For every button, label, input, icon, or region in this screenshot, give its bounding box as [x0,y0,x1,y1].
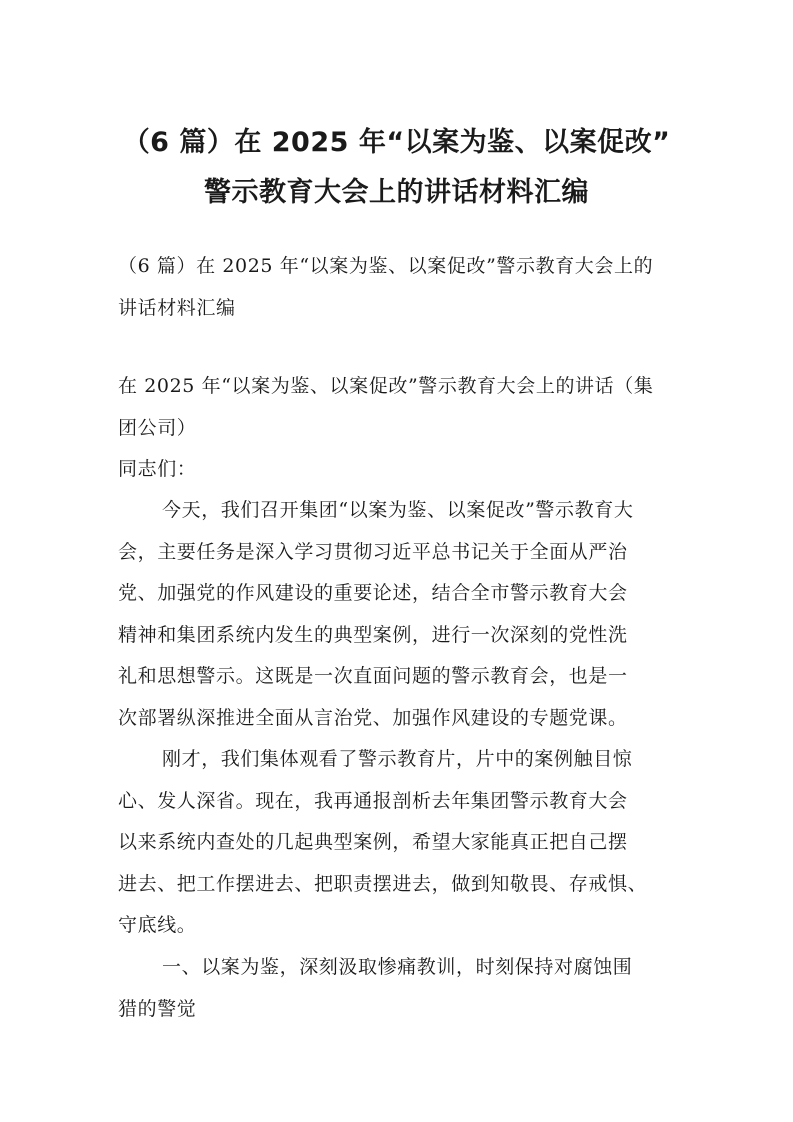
subtitle-line-2: 讲话材料汇编 [118,296,236,319]
paragraph-1-line: 会，主要任务是深入学习贯彻习近平总书记关于全面从严治 [118,540,628,563]
section-1-heading [118,947,678,1030]
paragraph-1-line: 党、加强党的作风建设的重要论述，结合全市警示教育大会 [118,582,628,604]
paragraph-1-line: 礼和思想警示。这既是一次直面问题的警示教育会，也是一 [118,665,628,687]
speech-heading-line-2: 团公司） [118,416,197,439]
subtitle-line-1: （6 篇）在 2025 年“以案为鉴、以案促改”警示教育大会上的 [118,255,654,277]
section-1-line: 一、以案为鉴，深刻汲取惨痛教训，时刻保持对腐蚀围 [162,956,633,978]
paragraph-2-line: 进去、把工作摆进去、把职责摆进去，做到知敬畏、存戒惧、 [118,872,648,895]
paragraph-1-line: 精神和集团系统内发生的典型案例，进行一次深刻的党性洗 [118,623,628,646]
paragraph-2-line: 以来系统内查处的几起典型案例，希望大家能真正把自己摆 [118,831,628,853]
paragraph-1 [118,490,678,739]
paragraph-2-line: 守底线。 [118,914,197,936]
title-line-1: （6 篇）在 2025 年“以案为鉴、以案促改” [122,127,671,158]
paragraph-2-line: 心、发人深省。现在，我再通报剖析去年集团警示教育大会 [118,789,628,812]
title-line-2: 警示教育大会上的讲话材料汇编 [204,177,589,208]
document-subtitle [118,246,678,329]
section-1-line: 猎的警觉 [118,997,197,1020]
salutation: 同志们： [118,458,197,480]
speech-heading [118,366,678,491]
paragraph-2-line: 刚才，我们集体观看了警示教育片，片中的案例触目惊 [162,748,633,770]
paragraph-1-line: 今天，我们召开集团“以案为鉴、以案促改”警示教育大 [162,499,634,521]
paragraph-2 [118,739,678,947]
speech-heading-line-1: 在 2025 年“以案为鉴、以案促改”警示教育大会上的讲话（集 [118,375,654,397]
paragraph-1-line: 次部署纵深推进全面从言治党、加强作风建设的专题党课。 [118,706,628,729]
document-title [60,118,733,218]
